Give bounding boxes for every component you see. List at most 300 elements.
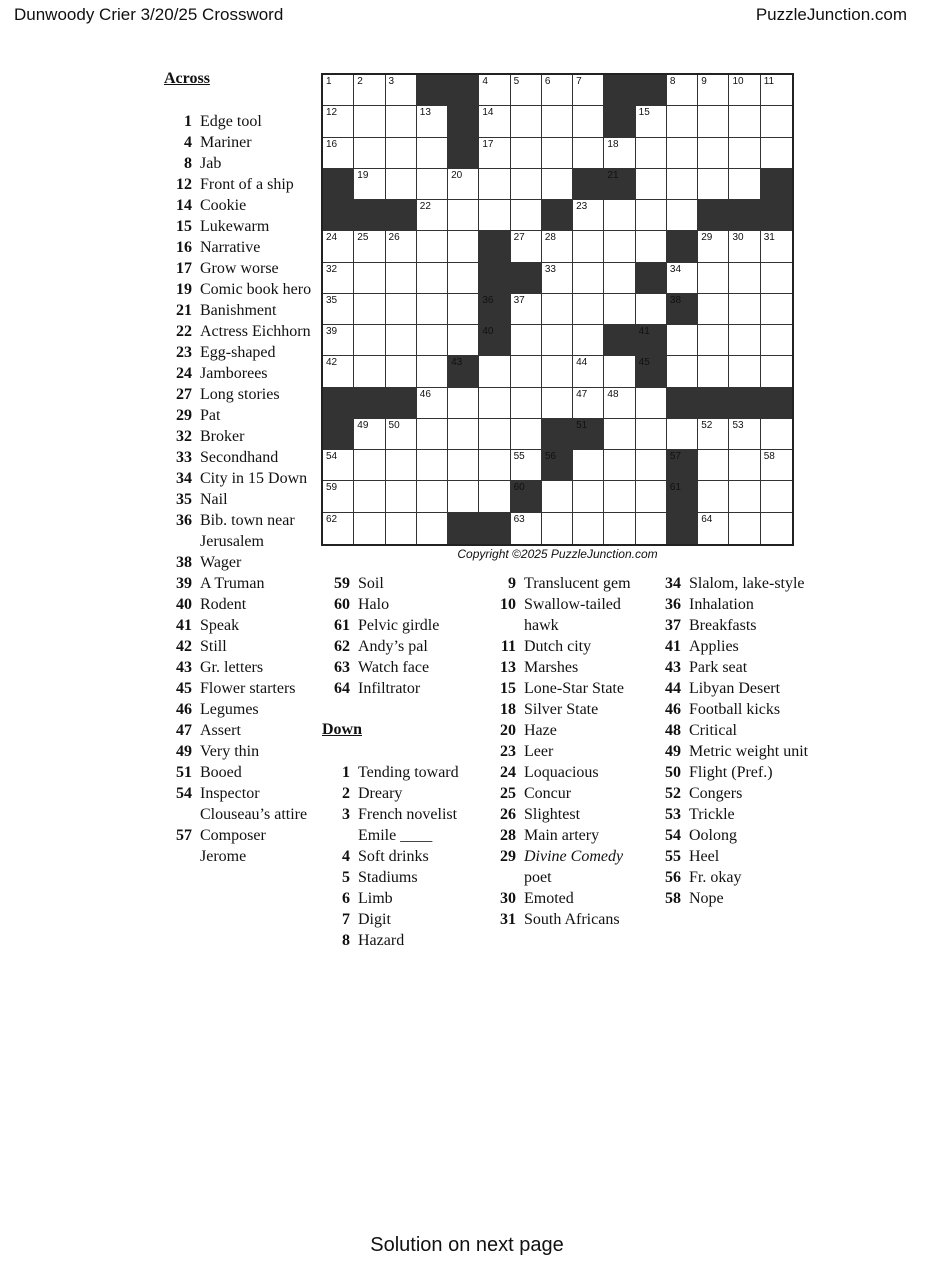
grid-cell: [698, 419, 729, 450]
grid-cell: [386, 481, 417, 512]
grid-block-cell: [667, 231, 698, 262]
grid-cell: [667, 356, 698, 387]
clue-number: 8: [342, 932, 350, 949]
clue-item: [164, 132, 314, 153]
grid-cell: [417, 263, 448, 294]
grid-block-cell: [636, 75, 667, 106]
grid-cell: [729, 169, 760, 200]
clue-text: Jab: [200, 155, 222, 172]
clue-item: [164, 489, 314, 510]
grid-cell: [573, 138, 604, 169]
clue-item: [322, 930, 482, 951]
cell-number: 17: [482, 138, 494, 150]
clue-number: 36: [665, 596, 681, 613]
clue-item: [488, 657, 650, 678]
grid-cell: [604, 419, 635, 450]
grid-block-cell: [448, 513, 479, 544]
grid-cell: [511, 419, 542, 450]
clue-number: 44: [665, 680, 681, 697]
grid-cell: [448, 294, 479, 325]
clue-rest-part: poet: [524, 869, 552, 886]
clue-item: [653, 825, 813, 846]
grid-cell: [698, 513, 729, 544]
grid-block-cell: [323, 200, 354, 231]
cell-number: 46: [419, 388, 431, 400]
grid-cell: [542, 169, 573, 200]
grid-cell: [511, 169, 542, 200]
clue-number: 32: [176, 428, 192, 445]
grid-cell: [761, 356, 792, 387]
clue-text: Speak: [200, 617, 240, 634]
grid-cell: [636, 231, 667, 262]
clue-item: [164, 825, 314, 867]
cell-number: 64: [701, 513, 713, 525]
grid-block-cell: [354, 388, 385, 419]
clue-text: Infiltrator: [358, 680, 421, 697]
grid-cell: [604, 388, 635, 419]
grid-cell: [323, 106, 354, 137]
grid-cell: [323, 356, 354, 387]
grid-cell: [479, 138, 510, 169]
clue-number: 27: [176, 386, 192, 403]
clue-text: Secondhand: [200, 449, 279, 466]
grid-cell: [636, 388, 667, 419]
cell-number: 56: [544, 451, 556, 463]
cell-number: 29: [701, 232, 713, 244]
clue-number: 54: [665, 827, 681, 844]
grid-cell: [698, 138, 729, 169]
clue-item: [653, 741, 813, 762]
grid-cell: [698, 75, 729, 106]
clue-text: Nope: [689, 890, 724, 907]
clue-number: 2: [342, 785, 350, 802]
clue-number: 11: [500, 638, 516, 655]
clue-number: 6: [342, 890, 350, 907]
grid-cell: [729, 356, 760, 387]
grid-block-cell: [636, 356, 667, 387]
clue-text: Concur: [524, 785, 572, 802]
clue-item: [488, 909, 650, 930]
cell-number: 16: [326, 138, 338, 150]
grid-block-cell: [573, 419, 604, 450]
clue-text: Oolong: [689, 827, 737, 844]
clue-item: [488, 678, 650, 699]
grid-block-cell: [542, 419, 573, 450]
clue-item: [488, 888, 650, 909]
clue-number: 37: [665, 617, 681, 634]
clue-item: [488, 783, 650, 804]
clue-number: 60: [334, 596, 350, 613]
clue-number: 5: [342, 869, 350, 886]
clue-number: 8: [184, 155, 192, 172]
grid-cell: [761, 450, 792, 481]
cell-number: 30: [732, 232, 744, 244]
grid-cell: [542, 513, 573, 544]
clue-item: [488, 846, 650, 888]
grid-block-cell: [667, 450, 698, 481]
grid-block-cell: [323, 388, 354, 419]
grid-cell: [323, 263, 354, 294]
grid-cell: [323, 294, 354, 325]
grid-block-cell: [761, 388, 792, 419]
clue-text: Heel: [689, 848, 720, 865]
clue-item: [164, 426, 314, 447]
grid-cell: [761, 325, 792, 356]
cell-number: 5: [513, 76, 520, 87]
cell-number: 40: [482, 326, 494, 338]
clue-number: 1: [342, 764, 350, 781]
grid-cell: [511, 513, 542, 544]
grid-cell: [354, 231, 385, 262]
clue-item: [164, 573, 314, 594]
grid-block-cell: [448, 356, 479, 387]
clue-item: [164, 762, 314, 783]
grid-block-cell: [542, 200, 573, 231]
clue-number: 20: [500, 722, 516, 739]
clue-text: Assert: [200, 722, 241, 739]
clue-number: 45: [176, 680, 192, 697]
clue-number: 4: [342, 848, 350, 865]
clue-item: [488, 741, 650, 762]
grid-cell: [479, 388, 510, 419]
grid-cell: [667, 75, 698, 106]
grid-cell: [386, 325, 417, 356]
grid-cell: [323, 75, 354, 106]
clue-number: 28: [500, 827, 516, 844]
cell-number: 59: [326, 482, 338, 494]
grid-cell: [479, 169, 510, 200]
cell-number: 18: [607, 138, 619, 150]
grid-cell: [729, 263, 760, 294]
grid-cell: [573, 450, 604, 481]
clue-text: Gr. letters: [200, 659, 264, 676]
clue-item: [322, 909, 482, 930]
clue-item: [653, 594, 813, 615]
clue-number: 31: [500, 911, 516, 928]
grid-cell: [479, 419, 510, 450]
grid-block-cell: [511, 481, 542, 512]
grid-block-cell: [323, 419, 354, 450]
grid-cell: [386, 231, 417, 262]
grid-cell: [573, 325, 604, 356]
clue-text: Slightest: [524, 806, 581, 823]
clue-text: Silver State: [524, 701, 599, 718]
clue-item: [322, 636, 482, 657]
clue-text: Haze: [524, 722, 557, 739]
clue-item: [164, 741, 314, 762]
grid-cell: [729, 138, 760, 169]
clue-number: 19: [176, 281, 192, 298]
clue-text: Inspector Clouseau’s attire: [200, 785, 308, 823]
clue-number: 56: [665, 869, 681, 886]
clue-text: Digit: [358, 911, 391, 928]
grid-cell: [573, 200, 604, 231]
clue-number: 50: [665, 764, 681, 781]
grid-cell: [417, 325, 448, 356]
clue-item: [164, 720, 314, 741]
grid-cell: [604, 450, 635, 481]
cell-number: 2: [357, 76, 363, 87]
page-header-left: Dunwoody Crier 3/20/25 Crossword: [14, 5, 284, 24]
grid-block-cell: [636, 325, 667, 356]
cell-number: 8: [669, 76, 676, 87]
clue-item: [488, 762, 650, 783]
clue-number: 30: [500, 890, 516, 907]
clue-text: Lukewarm: [200, 218, 270, 235]
copyright-notice: Copyright ©2025 PuzzleJunction.com: [457, 547, 658, 561]
cell-number: 35: [326, 294, 338, 306]
grid-block-cell: [729, 388, 760, 419]
grid-cell: [698, 263, 729, 294]
cell-number: 3: [388, 76, 395, 87]
grid-cell: [354, 325, 385, 356]
cell-number: 9: [701, 76, 707, 87]
grid-cell: [698, 356, 729, 387]
clue-item: [488, 573, 650, 594]
clue-item: [322, 657, 482, 678]
cell-number: 48: [607, 388, 619, 400]
clue-text: Libyan Desert: [689, 680, 781, 697]
clue-text: Mariner: [200, 134, 252, 151]
grid-cell: [573, 231, 604, 262]
grid-cell: [729, 450, 760, 481]
grid-cell: [417, 388, 448, 419]
cell-number: 38: [669, 294, 682, 306]
clue-number: 40: [176, 596, 192, 613]
clue-number: 59: [334, 575, 350, 592]
clue-item: [488, 699, 650, 720]
clue-text: Trickle: [689, 806, 735, 823]
clue-text: Football kicks: [689, 701, 781, 718]
clue-number: 47: [176, 722, 192, 739]
grid-cell: [542, 231, 573, 262]
clue-text: Jamborees: [200, 365, 268, 382]
grid-cell: [636, 138, 667, 169]
clue-text: Dutch city: [524, 638, 592, 655]
cell-number: 42: [326, 357, 338, 369]
grid-cell: [698, 231, 729, 262]
cell-number: 1: [326, 76, 332, 87]
clue-text: Leer: [524, 743, 554, 760]
clue-italic-part: Divine Comedy: [524, 848, 624, 865]
cell-number: 22: [419, 201, 431, 213]
grid-block-cell: [479, 231, 510, 262]
clue-number: 7: [342, 911, 350, 928]
clue-text: Hazard: [358, 932, 405, 949]
grid-cell: [573, 75, 604, 106]
clue-number: 38: [176, 554, 192, 571]
grid-cell: [479, 481, 510, 512]
grid-cell: [729, 419, 760, 450]
grid-cell: [386, 450, 417, 481]
cell-number: 54: [326, 451, 338, 463]
grid-block-cell: [604, 106, 635, 137]
clue-number: 26: [500, 806, 516, 823]
cell-number: 12: [326, 107, 338, 119]
clue-number: 21: [176, 302, 192, 319]
clue-number: 49: [176, 743, 192, 760]
clue-number: 55: [665, 848, 681, 865]
clue-text: Tending toward: [358, 764, 459, 781]
clue-item: [164, 258, 314, 279]
grid-block-cell: [636, 263, 667, 294]
grid-cell: [323, 138, 354, 169]
clue-item: [322, 615, 482, 636]
cell-number: 37: [513, 294, 525, 306]
clue-item: [164, 321, 314, 342]
grid-cell: [542, 325, 573, 356]
clue-item: [488, 720, 650, 741]
cell-number: 14: [482, 107, 494, 119]
grid-cell: [636, 169, 667, 200]
grid-cell: [729, 294, 760, 325]
grid-cell: [386, 419, 417, 450]
grid-cell: [761, 513, 792, 544]
grid-cell: [448, 231, 479, 262]
grid-cell: [511, 294, 542, 325]
grid-cell: [573, 356, 604, 387]
clue-item: [164, 216, 314, 237]
grid-cell: [511, 450, 542, 481]
grid-cell: [604, 513, 635, 544]
grid-cell: [323, 513, 354, 544]
grid-cell: [511, 388, 542, 419]
down-heading: Down: [322, 721, 363, 738]
cell-number: 39: [326, 326, 338, 338]
grid-cell: [479, 106, 510, 137]
cell-number: 43: [451, 357, 463, 369]
grid-cell: [511, 200, 542, 231]
grid-cell: [729, 75, 760, 106]
grid-block-cell: [698, 388, 729, 419]
cell-number: 57: [669, 451, 682, 463]
grid-block-cell: [479, 263, 510, 294]
grid-cell: [448, 388, 479, 419]
grid-cell: [479, 450, 510, 481]
grid-cell: [417, 231, 448, 262]
clue-number: 36: [176, 512, 192, 529]
clue-item: [164, 363, 314, 384]
grid-cell: [729, 231, 760, 262]
grid-block-cell: [511, 263, 542, 294]
solution-note: Solution on next page: [370, 1234, 564, 1256]
clue-number: 52: [665, 785, 681, 802]
clue-number: 63: [334, 659, 350, 676]
grid-cell: [667, 263, 698, 294]
grid-cell: [636, 513, 667, 544]
grid-cell: [604, 356, 635, 387]
clue-number: 58: [665, 890, 681, 907]
clue-text: French novelist Emile ____: [358, 806, 458, 844]
clue-item: [653, 888, 813, 909]
grid-block-cell: [542, 450, 573, 481]
clue-text: Soft drinks: [358, 848, 429, 865]
grid-block-cell: [667, 388, 698, 419]
clue-number: 25: [500, 785, 516, 802]
clue-item: [653, 783, 813, 804]
cell-number: 4: [482, 76, 488, 87]
clue-text: Very thin: [200, 743, 260, 760]
clue-text: Congers: [689, 785, 743, 802]
grid-cell: [604, 294, 635, 325]
clue-text: Cookie: [200, 197, 247, 214]
grid-cell: [448, 263, 479, 294]
clue-item: [653, 720, 813, 741]
cell-number: 52: [701, 419, 713, 431]
clue-item: [322, 888, 482, 909]
clue-number: 35: [176, 491, 192, 508]
grid-cell: [698, 294, 729, 325]
grid-cell: [511, 106, 542, 137]
grid-cell: [354, 263, 385, 294]
cell-number: 28: [544, 232, 556, 244]
grid-cell: [636, 200, 667, 231]
clue-text: Applies: [689, 638, 739, 655]
clue-item: [164, 783, 314, 825]
grid-cell: [698, 481, 729, 512]
cell-number: 7: [576, 76, 582, 87]
cell-number: 47: [576, 388, 588, 400]
clue-text: Soil: [358, 575, 384, 592]
clue-number: 48: [665, 722, 681, 739]
clue-number: 57: [176, 827, 192, 844]
clue-item: [164, 615, 314, 636]
clue-item: [164, 678, 314, 699]
grid-cell: [698, 169, 729, 200]
grid-cell: [448, 450, 479, 481]
clue-text: Inhalation: [689, 596, 754, 613]
cell-number: 10: [732, 76, 744, 87]
grid-cell: [667, 419, 698, 450]
grid-cell: [761, 263, 792, 294]
grid-block-cell: [386, 200, 417, 231]
clue-number: 33: [176, 449, 192, 466]
clue-text: Watch face: [358, 659, 430, 676]
clue-text: Wager: [200, 554, 242, 571]
cell-number: 13: [419, 107, 431, 119]
clue-number: 54: [176, 785, 192, 802]
grid-cell: [448, 169, 479, 200]
clue-item: [164, 342, 314, 363]
grid-cell: [604, 200, 635, 231]
clue-text: Park seat: [689, 659, 748, 676]
clue-text: Translucent gem: [524, 575, 631, 592]
grid-cell: [636, 481, 667, 512]
cell-number: 49: [357, 419, 369, 431]
clue-number: 3: [342, 806, 350, 823]
clue-number: 46: [665, 701, 681, 718]
grid-block-cell: [667, 513, 698, 544]
cell-number: 60: [513, 482, 525, 494]
clue-item: [488, 804, 650, 825]
clue-item: [488, 594, 650, 636]
clue-number: 15: [500, 680, 516, 697]
clue-text: Limb: [358, 890, 393, 907]
grid-cell: [354, 138, 385, 169]
grid-cell: [573, 388, 604, 419]
grid-cell: [417, 481, 448, 512]
clue-number: 22: [176, 323, 192, 340]
grid-cell: [354, 419, 385, 450]
grid-cell: [604, 231, 635, 262]
down-clues-column-3: [653, 573, 813, 909]
grid-cell: [573, 513, 604, 544]
clue-item: [653, 573, 813, 594]
clue-text: Lone-Star State: [524, 680, 624, 697]
grid-cell: [636, 419, 667, 450]
grid-cell: [729, 106, 760, 137]
clue-item: [164, 699, 314, 720]
